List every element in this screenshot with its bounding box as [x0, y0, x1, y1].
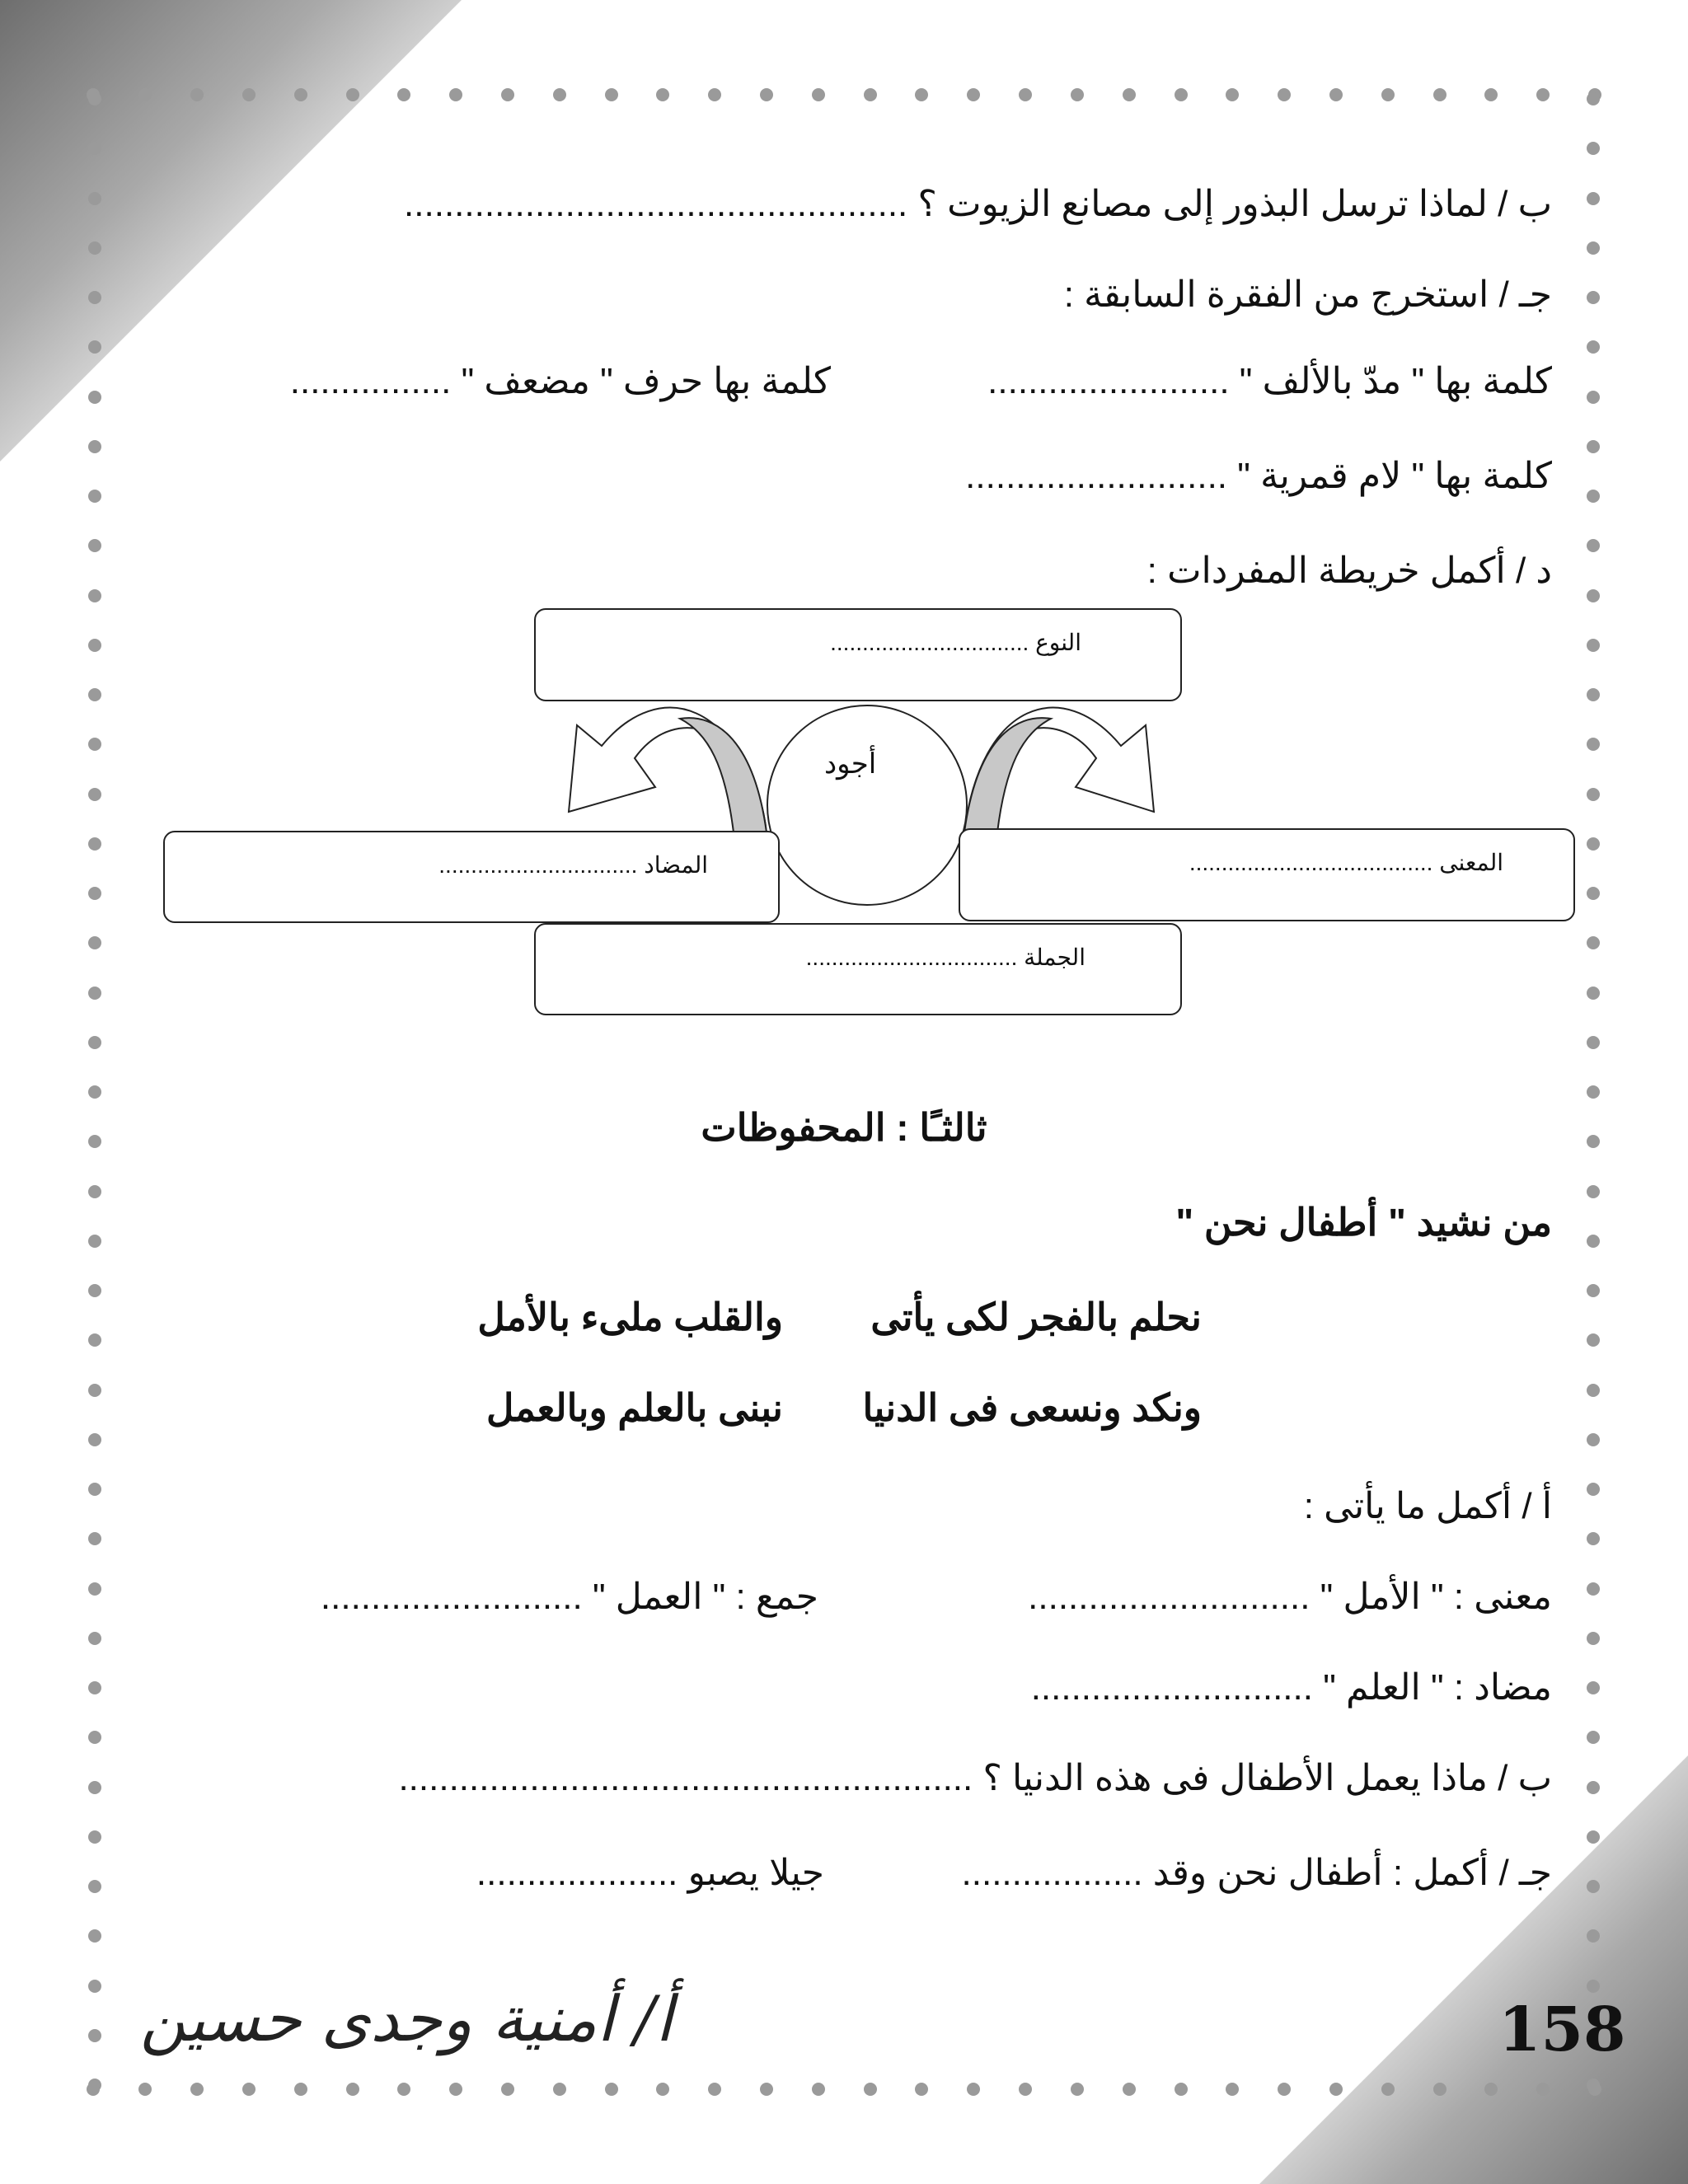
- question-c-mudaaf: كلمة بها حرف " مضعف " ................: [289, 361, 831, 401]
- vocab-box-sentence: [534, 923, 1182, 1015]
- poem-verse1-left: والقلب ملىء بالأمل: [477, 1296, 783, 1338]
- question-c-complete: جـ / أكمل : أطفال نحن وقد ..................: [961, 1853, 1552, 1893]
- poem-title: من نشيد " أطفال نحن ": [1175, 1201, 1552, 1244]
- vocab-sentence-label: الجملة .................................: [805, 944, 1085, 970]
- vocab-center-word: أجود: [824, 748, 877, 780]
- question-c-title: جـ / استخرج من الفقرة السابقة :: [1063, 274, 1552, 315]
- question-a-plural: جمع : " العمل " ..........................: [320, 1577, 818, 1617]
- question-c-complete-2: جيلا يصبو ....................: [476, 1853, 824, 1893]
- question-d-title: د / أكمل خريطة المفردات :: [1146, 551, 1552, 591]
- page-number: 158: [1498, 1994, 1626, 2065]
- curved-arrow-left-shade: [680, 718, 767, 832]
- teacher-signature: أ/ أمنية وجدى حسين: [140, 1982, 673, 2055]
- question-a-title: أ / أكمل ما يأتى :: [1303, 1486, 1552, 1526]
- question-a-meaning: معنى : " الأمل " ............................: [1028, 1577, 1552, 1617]
- vocab-center-circle: [767, 705, 968, 906]
- vocab-box-opposite: [163, 831, 780, 923]
- vocab-box-meaning: [959, 828, 1575, 921]
- question-a-opposite: مضاد : " العلم " ............................: [1030, 1667, 1552, 1708]
- poem-verse2-left: نبنى بالعلم وبالعمل: [485, 1386, 783, 1429]
- vocab-opposite-label: المضاد ...............................: [438, 852, 708, 878]
- vocab-meaning-label: المعنى ......................................: [1189, 850, 1503, 875]
- poem-verse1-right: نحلم بالفجر لكى يأتى: [870, 1296, 1202, 1338]
- memorization-heading: ثالثـًا : المحفوظات: [701, 1106, 987, 1149]
- question-c-lam: كلمة بها " لام قمرية " ..........................: [965, 456, 1552, 496]
- curved-arrow-right-shade: [964, 718, 1051, 832]
- question-c-madd: كلمة بها " مدّ بالألف " ........................: [987, 361, 1552, 401]
- question-b-children: ب / ماذا يعمل الأطفال فى هذه الدنيا ؟ .........................................................: [398, 1758, 1552, 1798]
- vocab-type-label: النوع ...............................: [830, 630, 1081, 655]
- poem-verse2-right: ونكد ونسعى فى الدنيا: [862, 1386, 1202, 1429]
- question-b-seeds: ب / لماذا ترسل البذور إلى مصانع الزيوت ؟ ..................................................: [404, 184, 1552, 224]
